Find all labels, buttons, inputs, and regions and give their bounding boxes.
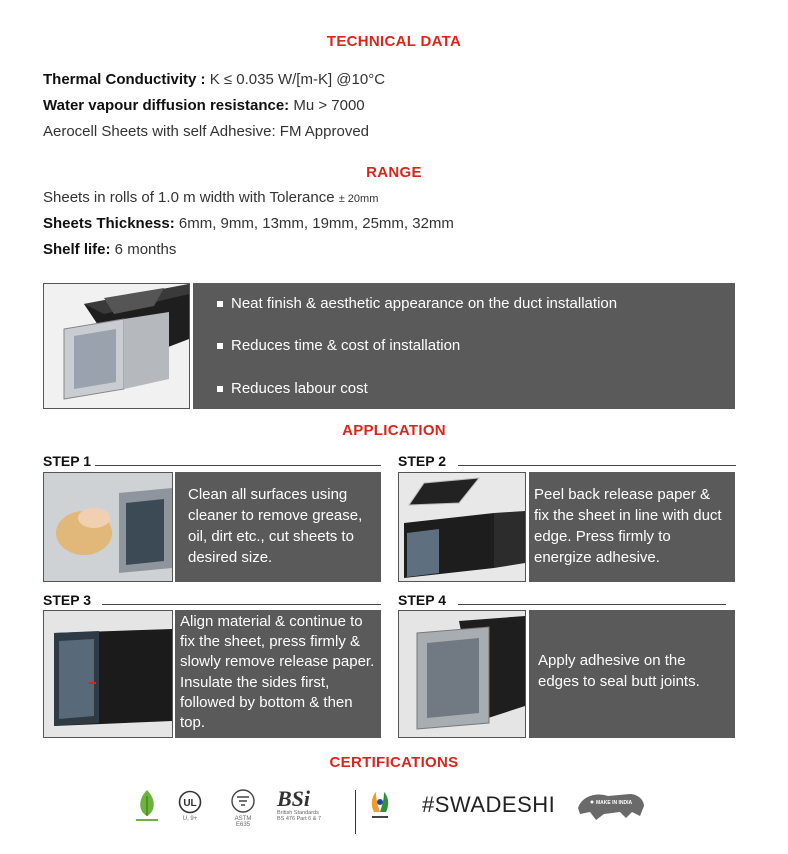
step-1-text: Clean all surfaces using cleaner to remove grease, oil, dirt etc., cut sheets to desired size. — [188, 486, 363, 566]
features-panel — [193, 283, 735, 409]
step-4-panel — [529, 610, 735, 738]
shelf-life-value: 6 months — [110, 241, 177, 258]
feature-text: Reduces labour cost — [231, 380, 368, 397]
certifications-heading: CERTIFICATIONS — [329, 754, 459, 771]
duct-illustration — [44, 284, 189, 408]
ul-label: U, 9+ — [182, 816, 198, 822]
bsi-logo: BSi — [277, 786, 311, 811]
step-2-rule — [458, 465, 736, 466]
step-4-illustration — [399, 611, 525, 737]
step-3-title: STEP 3 — [43, 592, 91, 608]
thermal-conductivity-label: Thermal Conductivity : — [43, 71, 206, 88]
step-2-text: Peel back release paper & fix the sheet in line with duct edge. Press firmly to energize adhesive. — [534, 486, 722, 566]
feature-item — [217, 380, 368, 397]
feature-item — [217, 295, 617, 312]
feature-item — [217, 337, 460, 354]
application-heading: APPLICATION — [342, 422, 446, 439]
step-4-title: STEP 4 — [398, 592, 446, 608]
sheets-thickness-value: 6mm, 9mm, 13mm, 19mm, 25mm, 32mm — [174, 215, 454, 232]
ul-certification — [178, 790, 202, 822]
step-4-text: Apply adhesive on the edges to seal butt joints. — [538, 652, 700, 690]
bsi-certification — [277, 788, 325, 822]
vapour-resistance-line — [43, 97, 365, 114]
vapour-resistance-label: Water vapour diffusion resistance: — [43, 97, 290, 114]
step-1-illustration — [44, 473, 172, 581]
thermal-conductivity-line — [43, 71, 385, 88]
national-emblem-logo — [366, 788, 394, 824]
thermal-conductivity-value: K ≤ 0.035 W/[m-K] @10°C — [205, 71, 386, 88]
step-1-title: STEP 1 — [43, 453, 91, 469]
step-3-image — [43, 610, 173, 738]
vapour-resistance-value: Mu > 7000 — [289, 97, 365, 114]
svg-text:UL: UL — [183, 798, 197, 809]
green-leaf-icon — [133, 788, 161, 824]
astm-logo-icon — [230, 788, 256, 814]
step-4-rule — [458, 604, 726, 605]
sheets-rolls-text: Sheets in rolls of 1.0 m width with Tolerance — [43, 189, 339, 206]
duct-product-image — [43, 283, 190, 409]
step-3-text: Align material & continue to fix the sheet, press firmly & slowly remove release paper. Insulate the sides first, followed by bottom & then top. — [180, 613, 375, 732]
sheets-thickness-label: Sheets Thickness: — [43, 215, 175, 232]
swadeshi-hashtag: #SWADESHI — [422, 792, 556, 817]
shelf-life-label: Shelf life: — [43, 241, 111, 258]
make-in-india-text: MAKE IN INDIA — [596, 800, 633, 806]
step-3-panel — [175, 610, 381, 738]
step-2-illustration — [399, 473, 525, 581]
shelf-life-line — [43, 241, 176, 258]
fm-approval-line: Aerocell Sheets with self Adhesive: FM Approved — [43, 123, 370, 140]
step-2-panel — [529, 472, 735, 582]
step-1-image — [43, 472, 173, 582]
sheets-thickness-line — [43, 215, 454, 232]
technical-data-heading: TECHNICAL DATA — [326, 33, 462, 50]
step-2-title: STEP 2 — [398, 453, 446, 469]
bsi-caption: British Standards BS 476 Part 6 & 7 — [277, 810, 322, 822]
range-heading: RANGE — [366, 164, 422, 181]
feature-text: Neat finish & aesthetic appearance on the duct installation — [231, 295, 618, 312]
step-4-image — [398, 610, 526, 738]
sheets-rolls-line — [43, 189, 378, 206]
step-3-illustration — [44, 611, 172, 737]
step-2-image — [398, 472, 526, 582]
step-1-panel — [175, 472, 381, 582]
certifications-divider — [355, 790, 356, 834]
astm-certification — [228, 788, 258, 828]
tolerance-value: ± 20mm — [338, 193, 379, 205]
ul-logo-icon — [178, 790, 202, 814]
bullet-square-icon — [217, 301, 223, 307]
bullet-square-icon — [217, 343, 223, 349]
bullet-square-icon — [217, 386, 223, 392]
green-certification-logo — [133, 788, 161, 824]
step-1-rule — [95, 465, 381, 466]
feature-text: Reduces time & cost of installation — [231, 337, 461, 354]
emblem-icon — [366, 788, 394, 824]
make-in-india-logo — [574, 788, 648, 822]
astm-label: ASTM E635 — [234, 816, 252, 828]
step-3-rule — [102, 604, 381, 605]
